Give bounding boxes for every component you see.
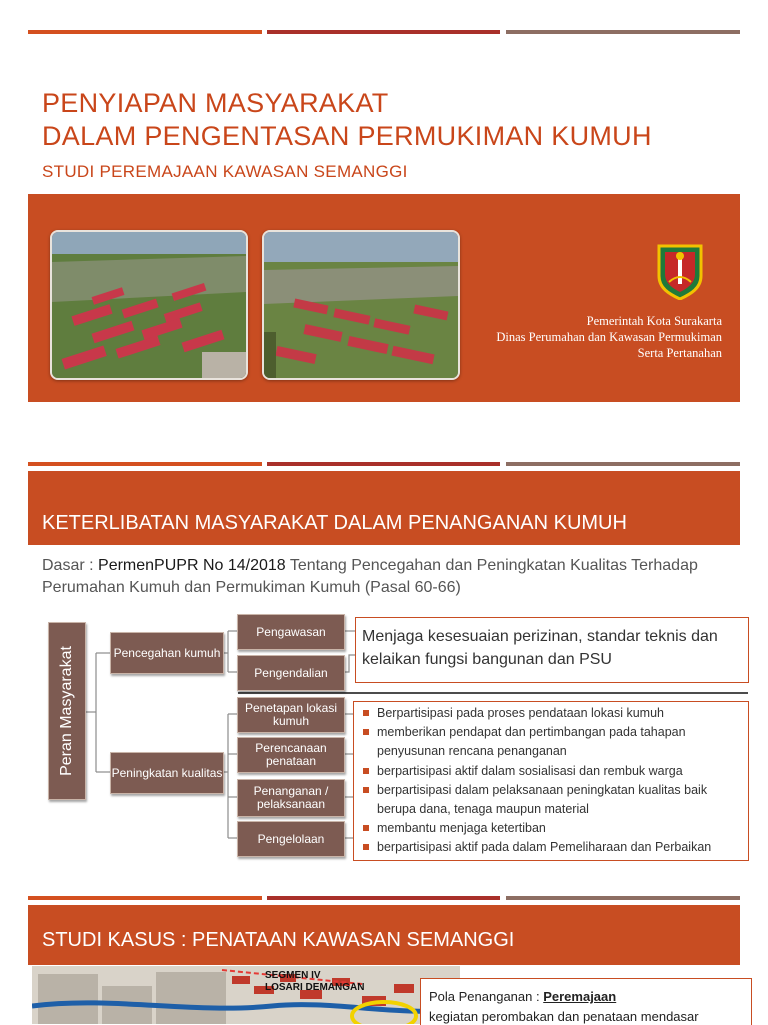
pengelolaan-node: Pengelolaan (237, 821, 345, 857)
map-label (265, 970, 364, 994)
map-label-line1: SEGMEN IV (265, 970, 321, 981)
dasar-rest: Tentang Pencegahan dan Peningkatan Kualitas Terhadap Perumahan Kumuh dan Permukiman Kumuh (Pasal 60-66) (42, 557, 698, 596)
govt-line3: Serta Pertanahan (637, 346, 722, 360)
slide2-stripe-brown (506, 462, 740, 466)
bullet-item: berpartisipasi dalam pelaksanaan peningkatan kualitas baik berupa dana, tenaga maupun material (360, 781, 744, 819)
peningkatan-bullets-box (353, 701, 749, 861)
pola-value: Peremajaan (543, 989, 617, 1004)
slide2-heading-bar (28, 471, 740, 545)
govt-agency-block (496, 313, 722, 361)
pencegahan-description-box (355, 617, 749, 683)
pola-penanganan-box (420, 978, 752, 1025)
map-label-line2: LOSARI DEMANGAN (265, 982, 365, 993)
pengendalian-node: Pengendalian (237, 655, 345, 691)
slide3-stripe-brown (506, 896, 740, 900)
penanganan-node: Penanganan / pelaksanaan (237, 779, 345, 817)
govt-line2: Dinas Perumahan dan Kawasan Permukiman (496, 330, 722, 344)
pola-prefix: Pola Penanganan : (429, 989, 544, 1004)
top-stripe-brown (506, 30, 740, 34)
slide3-stripe-orange (28, 896, 262, 900)
bullet-item: berpartisipasi aktif pada dalam Pemeliharaan dan Perbaikan (360, 838, 744, 857)
pola-description: kegiatan perombakan dan penataan mendasar (429, 1009, 699, 1024)
aerial-photo-left (50, 230, 248, 380)
slide1-title-line1: PENYIAPAN MASYARAKAT (42, 88, 389, 118)
dasar-prefix: Dasar : (42, 557, 99, 574)
top-stripe-orange (28, 30, 262, 34)
bullet-item: memberikan pendapat dan pertimbangan pada tahapan penyusunan rencana penanganan (360, 723, 744, 761)
bullet-item: berpartisipasi aktif dalam sosialisasi dan rembuk warga (360, 762, 744, 781)
top-stripe-red (267, 30, 500, 34)
peningkatan-node: Peningkatan kualitas (110, 752, 224, 794)
segment-map (32, 966, 460, 1024)
slide2-stripe-orange (28, 462, 262, 466)
pencegahan-description: Menjaga kesesuaian perizinan, standar teknis dan kelaikan fungsi bangunan dan PSU (362, 628, 718, 668)
aerial-photo-right (262, 230, 460, 380)
pola-line (429, 989, 616, 1004)
slide3-heading: STUDI KASUS : PENATAAN KAWASAN SEMANGGI (42, 929, 515, 951)
pengawasan-node: Pengawasan (237, 614, 345, 650)
pencegahan-node: Pencegahan kumuh (110, 632, 224, 674)
peningkatan-bullet-list (360, 704, 744, 858)
slide3-stripe-red (267, 896, 500, 900)
city-emblem-icon (655, 242, 705, 300)
perencanaan-node: Perencanaan penataan (237, 737, 345, 773)
dasar-text (42, 555, 747, 599)
slide2-heading: KETERLIBATAN MASYARAKAT DALAM PENANGANAN KUMUH (42, 512, 627, 534)
slide1-title-line2: DALAM PENGENTASAN PERMUKIMAN KUMUH (42, 121, 652, 151)
peran-masyarakat-node (48, 622, 86, 800)
slide1-subtitle: STUDI PEREMAJAAN KAWASAN SEMANGGI (42, 162, 408, 181)
slide2-stripe-red (267, 462, 500, 466)
dasar-regulation: PermenPUPR No 14/2018 (98, 557, 286, 574)
penetapan-node: Penetapan lokasi kumuh (237, 697, 345, 733)
govt-line1: Pemerintah Kota Surakarta (586, 314, 722, 328)
bullet-item: membantu menjaga ketertiban (360, 819, 744, 838)
bullet-item: Berpartisipasi pada proses pendataan lokasi kumuh (360, 704, 744, 723)
slide3-heading-bar (28, 905, 740, 965)
peran-masyarakat-label: Peran Masyarakat (58, 646, 75, 776)
